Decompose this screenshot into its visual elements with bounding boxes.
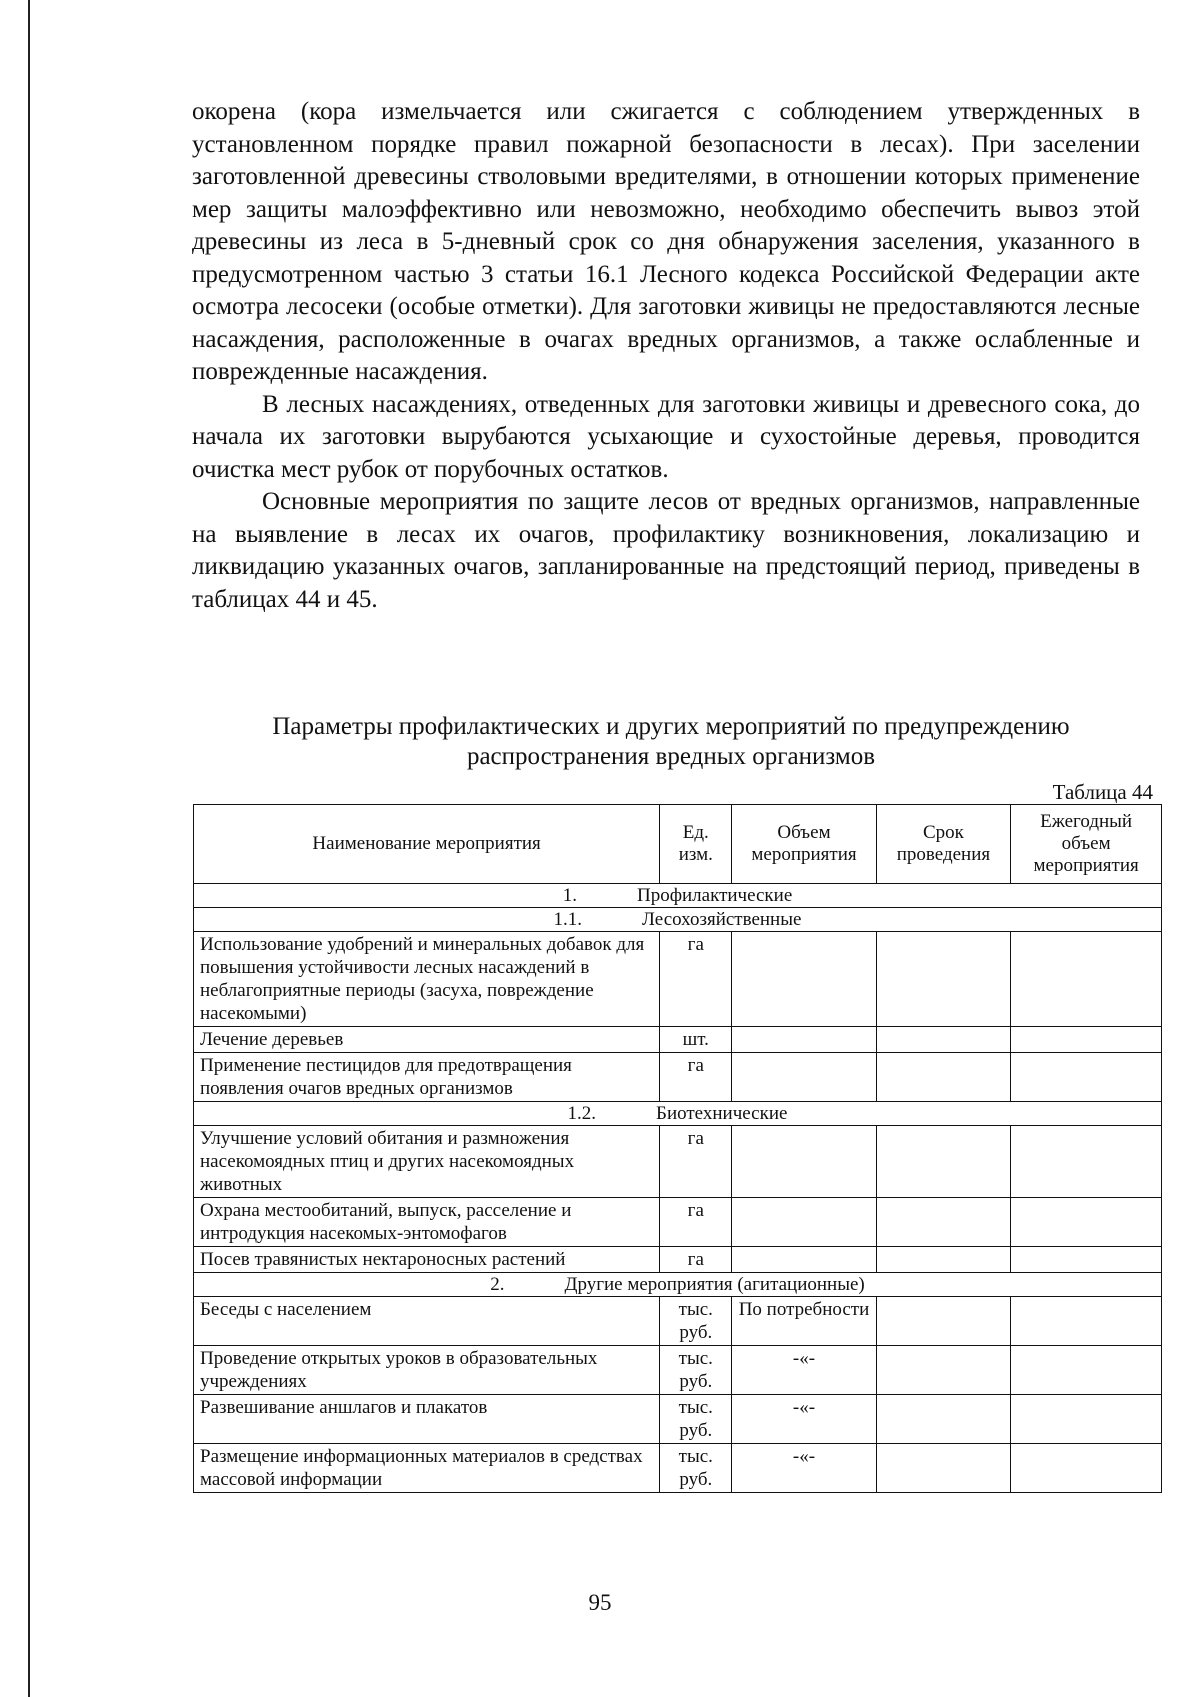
- header-unit: Ед. изм.: [660, 805, 732, 884]
- section-number: 2.: [490, 1274, 505, 1295]
- cell-volume: [732, 932, 876, 1027]
- cell-name: Лечение деревьев: [194, 1027, 660, 1053]
- table-row: [194, 1126, 1162, 1198]
- cell-volume: [732, 1247, 876, 1273]
- cell-annual: [1011, 1346, 1162, 1395]
- cell-annual: [1011, 1395, 1162, 1444]
- cell-unit: га: [660, 1198, 732, 1247]
- cell-annual: [1011, 1297, 1162, 1346]
- cell-name: Улучшение условий обитания и размножения насекомоядных птиц и других насекомоядных животных: [194, 1126, 660, 1198]
- cell-term: [876, 1247, 1011, 1273]
- cell-volume: -«-: [732, 1444, 876, 1493]
- cell-name: Использование удобрений и минеральных добавок для повышения устойчивости лесных насаждений в неблагоприятные периоды (засуха, повреждение насекомыми): [194, 932, 660, 1027]
- cell-term: [876, 1346, 1011, 1395]
- cell-unit: га: [660, 1247, 732, 1273]
- table-row: [194, 1444, 1162, 1493]
- section-title: Профилактические: [636, 885, 793, 906]
- cell-unit: тыс. руб.: [660, 1444, 732, 1493]
- measures-table: [193, 804, 1162, 1493]
- section-row: [194, 1273, 1162, 1297]
- section-row: [194, 1102, 1162, 1126]
- table-row: [194, 1297, 1162, 1346]
- section-number: 1.: [562, 885, 577, 906]
- cell-unit: тыс. руб.: [660, 1297, 732, 1346]
- table-title-line: Параметры профилактических и других мероприятий по предупреждению: [272, 713, 1070, 740]
- cell-term: [876, 1126, 1011, 1198]
- cell-unit: га: [660, 1126, 732, 1198]
- cell-unit: га: [660, 932, 732, 1027]
- paragraph: В лесных насаждениях, отведенных для заготовки живицы и древесного сока, до начала их заготовки вырубаются усыхающие и сухостойные деревья, проводится очистка мест рубок от порубочных остатков.: [192, 390, 1140, 483]
- cell-name: Размещение информационных материалов в средствах массовой информации: [194, 1444, 660, 1493]
- cell-annual: [1011, 1198, 1162, 1247]
- cell-name: Развешивание аншлагов и плакатов: [194, 1395, 660, 1444]
- section-title: Лесохозяйственные: [642, 909, 802, 930]
- cell-volume: -«-: [732, 1346, 876, 1395]
- table-row: [194, 1395, 1162, 1444]
- cell-name: Проведение открытых уроков в образовательных учреждениях: [194, 1346, 660, 1395]
- table-row: [194, 1053, 1162, 1102]
- cell-volume: -«-: [732, 1395, 876, 1444]
- section-title: Биотехнические: [656, 1103, 788, 1124]
- table-title: [192, 712, 1150, 772]
- table-row: [194, 1198, 1162, 1247]
- page-number: 95: [588, 1590, 612, 1615]
- cell-name: Посев травянистых нектароносных растений: [194, 1247, 660, 1273]
- section-row: [194, 884, 1162, 908]
- cell-volume: [732, 1027, 876, 1053]
- cell-term: [876, 1053, 1011, 1102]
- paragraph: Основные мероприятия по защите лесов от вредных организмов, направленные на выявление в лесах их очагов, профилактику возникновения, локализацию и ликвидацию указанных очагов, запланированные на предстоящий период, приведены в таблицах 44 и 45.: [192, 488, 1140, 613]
- cell-volume: [732, 1126, 876, 1198]
- cell-term: [876, 1027, 1011, 1053]
- cell-annual: [1011, 1444, 1162, 1493]
- cell-name: Охрана местообитаний, выпуск, расселение и интродукция насекомых-энтомофагов: [194, 1198, 660, 1247]
- header-annual: Ежегодный объем мероприятия: [1011, 805, 1162, 884]
- cell-term: [876, 1444, 1011, 1493]
- cell-term: [876, 1297, 1011, 1346]
- cell-annual: [1011, 1053, 1162, 1102]
- cell-volume: [732, 1053, 876, 1102]
- cell-unit: тыс. руб.: [660, 1395, 732, 1444]
- cell-annual: [1011, 932, 1162, 1027]
- section-row: [194, 908, 1162, 932]
- table-row: [194, 1346, 1162, 1395]
- paragraph: окорена (кора измельчается или сжигается с соблюдением утвержденных в установленном порядке правил пожарной безопасности в лесах). При заселении заготовленной древесины стволовыми вредителями, в отношении которых применение мер защиты малоэффективно или невозможно, необходимо обеспечить вывоз этой древесины из леса в 5-дневный срок со дня обнаружения заселения, указанного в предусмотренном частью 3 статьи 16.1 Лесного кодекса Российской Федерации акте осмотра лесосеки (особые отметки). Для заготовки живицы не предоставляются лесные насаждения, расположенные в очагах вредных организмов, а также ослабленные и поврежденные насаждения.: [192, 98, 1140, 385]
- cell-unit: тыс. руб.: [660, 1346, 732, 1395]
- cell-name: Беседы с населением: [194, 1297, 660, 1346]
- cell-annual: [1011, 1126, 1162, 1198]
- cell-unit: га: [660, 1053, 732, 1102]
- header-name: Наименование мероприятия: [194, 805, 660, 884]
- table-header-row: [194, 805, 1162, 884]
- cell-annual: [1011, 1027, 1162, 1053]
- cell-volume: По потребности: [732, 1297, 876, 1346]
- table-row: [194, 932, 1162, 1027]
- cell-term: [876, 932, 1011, 1027]
- section-title: Другие мероприятия (агитационные): [564, 1274, 865, 1295]
- table-row: [194, 1247, 1162, 1273]
- cell-annual: [1011, 1247, 1162, 1273]
- table-title-line: распространения вредных организмов: [466, 743, 876, 770]
- table-number: Таблица 44: [1052, 780, 1153, 804]
- section-number: 1.2.: [567, 1103, 597, 1124]
- section-number: 1.1.: [553, 909, 583, 930]
- table-row: [194, 1027, 1162, 1053]
- cell-volume: [732, 1198, 876, 1247]
- scan-edge-line: [28, 0, 30, 1697]
- header-term: Срок проведения: [876, 805, 1011, 884]
- cell-name: Применение пестицидов для предотвращения появления очагов вредных организмов: [194, 1053, 660, 1102]
- cell-term: [876, 1395, 1011, 1444]
- header-volume: Объем мероприятия: [732, 805, 876, 884]
- body-text: [192, 96, 1140, 616]
- cell-term: [876, 1198, 1011, 1247]
- cell-unit: шт.: [660, 1027, 732, 1053]
